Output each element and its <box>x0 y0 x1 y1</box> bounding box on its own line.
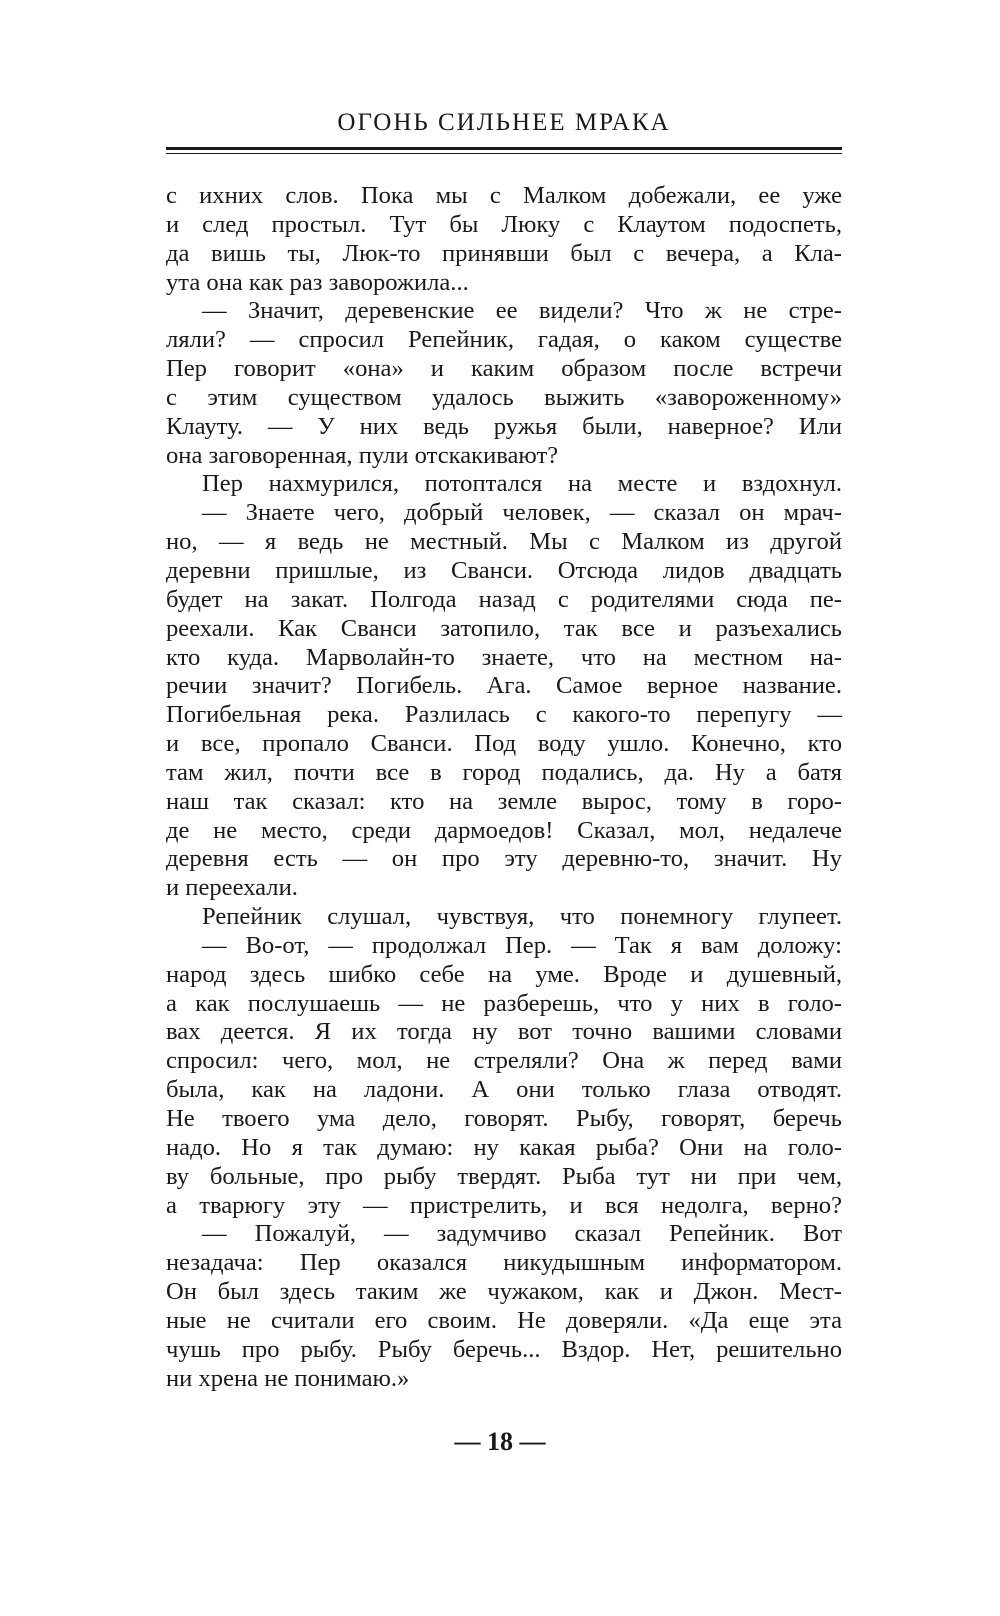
text-line: будет на закат. Полгода назад с родителями сюда пе- <box>166 585 842 613</box>
text-line: — Знаете чего, добрый человек, — сказал он мрач- <box>202 499 842 527</box>
text-line: ни хрена не понимаю.» <box>166 1364 410 1392</box>
text-line: она заговоренная, пули отскакивают? <box>166 441 559 469</box>
text-line: а тварюгу эту — пристрелить, и вся недолга, верно? <box>166 1191 842 1219</box>
text-line: Не твоего ума дело, говорят. Рыбу, говорят, беречь <box>166 1105 842 1132</box>
text-line: и след простыл. Тут бы Люку с Клаутом подоспеть, <box>166 210 842 238</box>
text-line: речии значит? Погибель. Ага. Самое верное название. <box>166 672 842 700</box>
text-line: была, как на ладони. А они только глаза отводят. <box>166 1076 842 1104</box>
text-line: Пер нахмурился, потоптался на месте и вздохнул. <box>202 470 842 498</box>
text-line: а как послушаешь — не разберешь, что у них в голо- <box>166 989 842 1017</box>
text-line: ута она как раз заворожила... <box>166 268 469 296</box>
text-line: вах деется. Я их тогда ну вот точно вашими словами <box>166 1018 842 1046</box>
text-line: — Во-от, — продолжал Пер. — Так я вам доложу: <box>202 931 842 959</box>
text-line: там жил, почти все в город подались, да. Ну а батя <box>166 758 842 786</box>
text-line: да вишь ты, Люк-то принявши был с вечера, а Кла- <box>166 239 842 267</box>
text-line: ные не считали его своим. Не доверяли. «Да еще эта <box>166 1306 842 1334</box>
text-line: чушь про рыбу. Рыбу беречь... Вздор. Нет, решительно <box>166 1335 842 1363</box>
text-line: деревни пришлые, из Сванси. Отсюда лидов двадцать <box>166 556 842 584</box>
body-text <box>166 182 842 1393</box>
text-line: ляли? — спросил Репейник, гадая, о каком существе <box>166 326 842 354</box>
text-line: наш так сказал: кто на земле вырос, тому в горо- <box>166 787 842 815</box>
text-line: и все, пропало Сванси. Под воду ушло. Конечно, кто <box>166 730 842 758</box>
text-line: народ здесь шибко себе на уме. Вроде и душевный, <box>166 960 842 988</box>
text-line: Погибельная река. Разлилась с какого-то перепугу — <box>166 701 842 729</box>
text-line: кто куда. Марволайн-то знаете, что на местном на- <box>166 643 842 671</box>
text-line: с ихних слов. Пока мы с Малком добежали, ее уже <box>166 182 842 209</box>
text-line: ву больные, про рыбу твердят. Рыба тут ни при чем, <box>166 1162 842 1190</box>
text-line: реехали. Как Сванси затопило, так все и разъехались <box>166 614 842 642</box>
text-line: — Пожалуй, — задумчиво сказал Репейник. Вот <box>202 1220 842 1248</box>
text-line: и переехали. <box>166 874 298 902</box>
text-line: Он был здесь таким же чужаком, как и Джон. Мест- <box>166 1278 842 1306</box>
text-line: с этим существом удалось выжить «завороженному» <box>166 383 842 411</box>
text-line: Пер говорит «она» и каким образом после встречи <box>166 355 842 383</box>
text-line: надо. Но я так думаю: ну какая рыба? Они на голо- <box>166 1133 842 1161</box>
header-rule-thick <box>166 147 842 150</box>
page-number: — 18 — <box>454 1427 546 1456</box>
running-head-title: ОГОНЬ СИЛЬНЕЕ МРАКА <box>337 109 671 136</box>
text-line: Репейник слушал, чувствуя, что понемногу глупеет. <box>202 903 842 931</box>
text-line: Клауту. — У них ведь ружья были, наверное? Или <box>166 412 842 440</box>
text-line: — Значит, деревенские ее видели? Что ж не стре- <box>202 297 842 325</box>
text-line: незадача: Пер оказался никудышным информатором. <box>166 1249 842 1277</box>
text-line: спросил: чего, мол, не стреляли? Она ж перед вами <box>166 1047 842 1075</box>
text-line: деревня есть — он про эту деревню-то, значит. Ну <box>166 845 842 873</box>
header-rule-thin <box>166 153 842 154</box>
text-line: но, — я ведь не местный. Мы с Малком из другой <box>166 528 842 556</box>
text-line: де не место, среди дармоедов! Сказал, мол, недалече <box>166 816 842 844</box>
